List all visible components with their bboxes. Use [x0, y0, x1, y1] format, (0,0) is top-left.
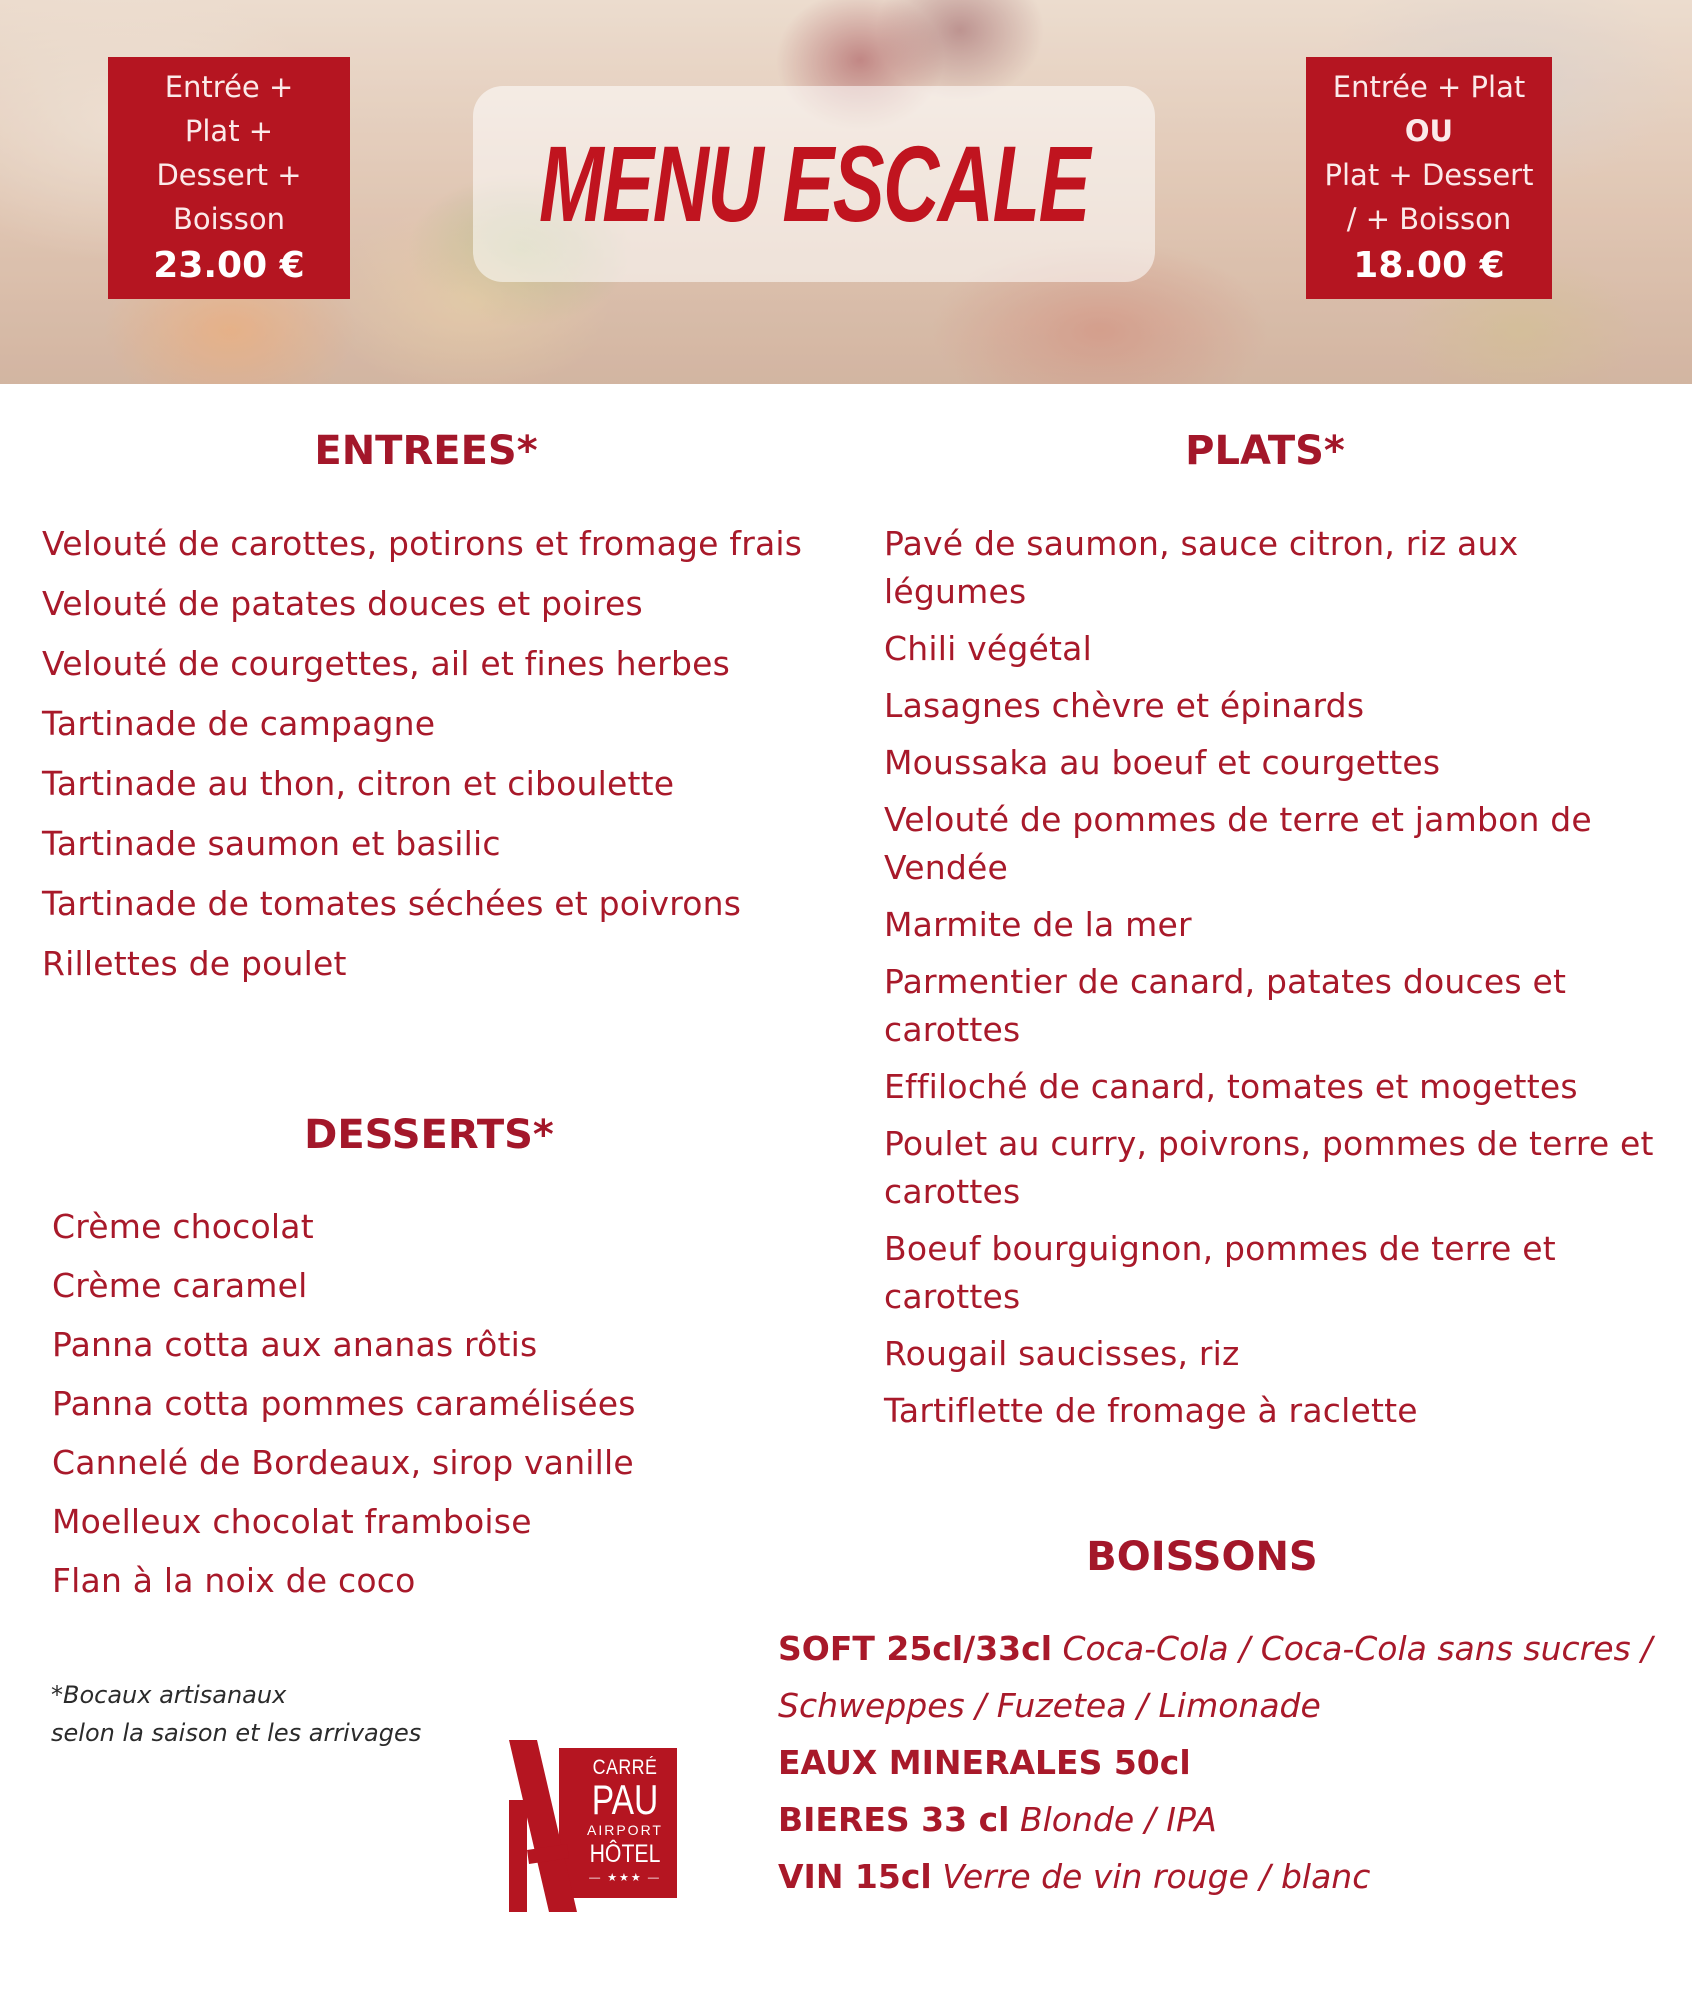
list-item: Tartinade de tomates séchées et poivrons	[42, 884, 742, 923]
formula-price: 23.00 €	[153, 245, 305, 286]
entrees-list	[42, 520, 812, 1000]
list-item: Velouté de pommes de terre et jambon de Vendée	[884, 800, 1592, 887]
drink-label: VIN 15cl	[778, 1857, 932, 1896]
list-item: Moussaka au boeuf et courgettes	[884, 743, 1441, 782]
list-item: Tartiflette de fromage à raclette	[884, 1391, 1418, 1430]
drink-item	[778, 1620, 1658, 1734]
desserts-heading: DESSERTS*	[304, 1112, 554, 1158]
plats-list	[884, 520, 1654, 1444]
logo-carre: CARRÉ	[592, 1756, 658, 1779]
drink-detail: Coca-Cola / Coca-Cola sans sucres / Schweppes / Fuzetea / Limonade	[778, 1629, 1653, 1725]
formula-line: Boisson	[172, 202, 286, 236]
desserts-list	[52, 1203, 772, 1616]
formula-price: 18.00 €	[1353, 245, 1505, 286]
list-item: Poulet au curry, poivrons, pommes de terre et carottes	[884, 1124, 1654, 1211]
drink-detail: Verre de vin rouge / blanc	[942, 1857, 1371, 1896]
list-item: Panna cotta pommes caramélisées	[52, 1384, 636, 1423]
logo-text	[577, 1756, 673, 1888]
list-item: Cannelé de Bordeaux, sirop vanille	[52, 1443, 634, 1482]
drink-item	[778, 1791, 1658, 1848]
formula-or: OU	[1404, 114, 1454, 148]
list-item: Crème chocolat	[52, 1207, 314, 1246]
footnote-line: *Bocaux artisanaux	[51, 1681, 287, 1709]
drink-label: EAUX MINERALES 50cl	[778, 1743, 1191, 1782]
header-banner	[0, 0, 1692, 384]
list-item: Effiloché de canard, tomates et mogettes	[884, 1067, 1578, 1106]
boissons-list	[778, 1620, 1658, 1905]
plats-heading: PLATS*	[1185, 428, 1345, 474]
list-item: Tartinade de campagne	[42, 704, 436, 743]
formula-full-price-box	[108, 57, 350, 299]
logo-hotel: HÔTEL	[589, 1840, 661, 1868]
list-item: Velouté de patates douces et poires	[42, 584, 643, 623]
list-item: Velouté de courgettes, ail et fines herbes	[42, 644, 730, 683]
list-item: Marmite de la mer	[884, 905, 1192, 944]
drink-item	[778, 1734, 1658, 1791]
page-title: MENU ESCALE	[538, 123, 1090, 244]
list-item: Velouté de carottes, potirons et fromage frais	[42, 524, 803, 563]
list-item: Moelleux chocolat framboise	[52, 1502, 532, 1541]
formula-line: Entrée +	[164, 70, 294, 104]
formula-line: Dessert +	[156, 158, 302, 192]
list-item: Chili végétal	[884, 629, 1092, 668]
footnote-line: selon la saison et les arrivages	[51, 1719, 422, 1747]
list-item: Panna cotta aux ananas rôtis	[52, 1325, 538, 1364]
formula-line: / + Boisson	[1346, 202, 1512, 236]
formula-line: Plat + Dessert	[1324, 158, 1534, 192]
logo-stars-icon: — ★★★ —	[589, 1872, 661, 1884]
list-item: Crème caramel	[52, 1266, 308, 1305]
drink-item	[778, 1848, 1658, 1905]
drink-label: SOFT 25cl/33cl	[778, 1629, 1053, 1668]
boissons-heading: BOISSONS	[1086, 1534, 1318, 1580]
title-pill	[473, 86, 1155, 282]
entrees-heading: ENTREES*	[314, 428, 538, 474]
logo-airport: AIRPORT	[587, 1822, 663, 1838]
drink-detail: Blonde / IPA	[1019, 1800, 1217, 1839]
list-item: Flan à la noix de coco	[52, 1561, 416, 1600]
drink-label: BIERES 33 cl	[778, 1800, 1010, 1839]
list-item: Tartinade saumon et basilic	[42, 824, 501, 863]
footnote	[51, 1676, 421, 1752]
formula-line: Plat +	[184, 114, 274, 148]
formula-short-price-box	[1306, 57, 1552, 299]
formula-line: Entrée + Plat	[1332, 70, 1526, 104]
logo-pau: PAU	[591, 1776, 659, 1823]
hotel-logo	[509, 1740, 677, 1912]
list-item: Tartinade au thon, citron et ciboulette	[42, 764, 675, 803]
list-item: Lasagnes chèvre et épinards	[884, 686, 1365, 725]
list-item: Pavé de saumon, sauce citron, riz aux légumes	[884, 524, 1519, 611]
list-item: Parmentier de canard, patates douces et carottes	[884, 962, 1567, 1049]
list-item: Rillettes de poulet	[42, 944, 347, 983]
list-item: Rougail saucisses, riz	[884, 1334, 1240, 1373]
list-item: Boeuf bourguignon, pommes de terre et carottes	[884, 1229, 1556, 1316]
